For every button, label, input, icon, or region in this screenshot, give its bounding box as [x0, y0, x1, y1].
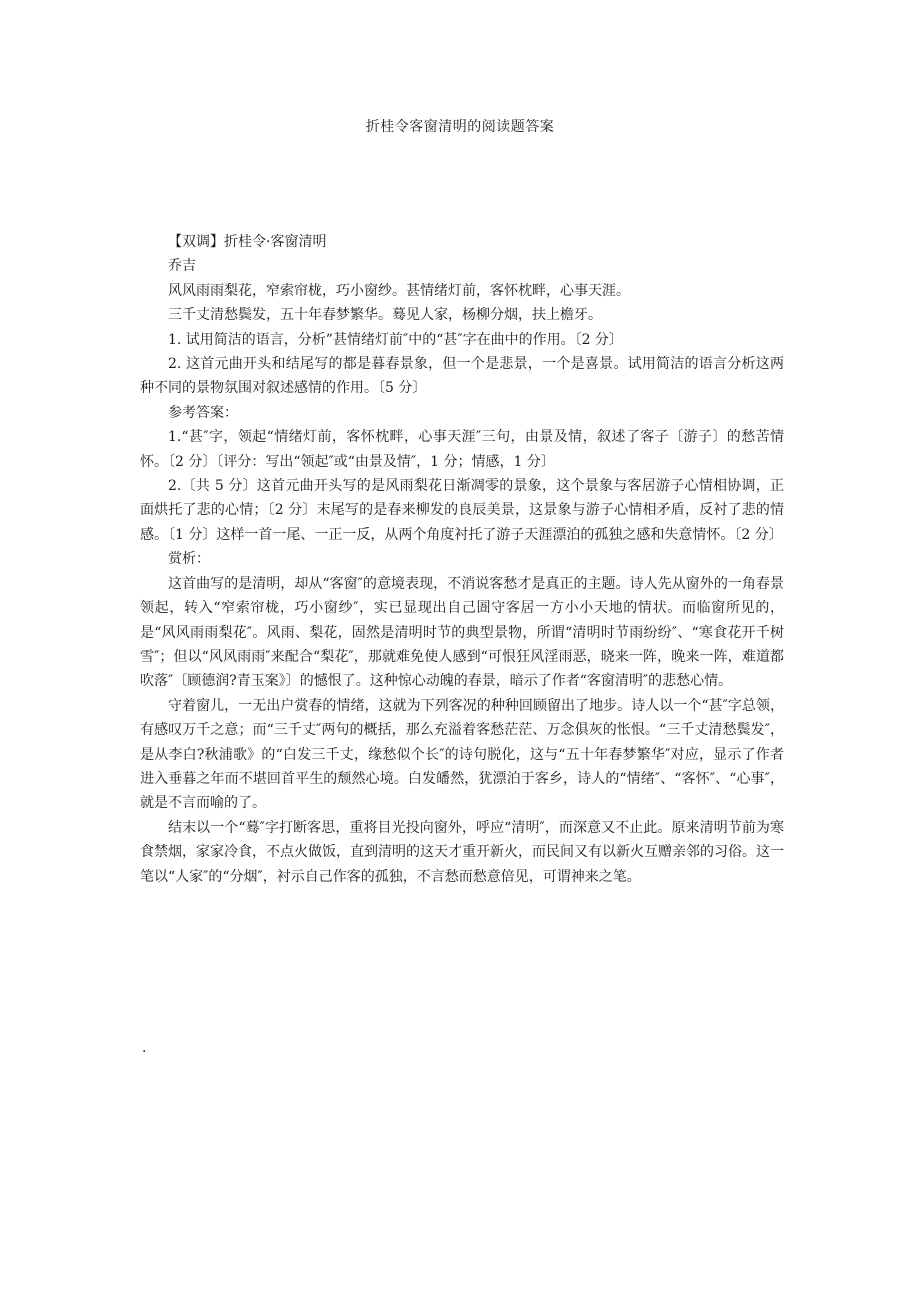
analysis-paragraph-1: 这首曲写的是清明，却从“客窗″的意境表现，不消说客愁才是真正的主题。诗人先从窗外的一角春景领起，转入“窄索帘栊，巧小窗纱″，实已显现出自己圄守客居一方小小天地的情状。而临窗所见的，是“风风雨雨梨花″。风雨、梨花，固然是清明时节的典型景物，所谓“清明时节雨纷纷″、“寒食花开千树雪″；但以“风风雨雨″来配合“梨花″，那就难免使人感到“可恨狂风淫雨恶，晓来一阵，晚来一阵，难道都吹落″〔顾德润?青玉案》〕的憾恨了。这种惊心动魄的春景，暗示了作者“客窗清明″的悲愁心情。	[140, 575, 784, 690]
poem-line-1: 风风雨雨梨花，窄索帘栊，巧小窗纱。甚情绪灯前，客怀枕畔，心事天涯。	[168, 282, 630, 299]
trailing-mark: .	[142, 1040, 147, 1056]
answers-heading: 参考答案：	[168, 404, 238, 421]
poem-line-2: 三千丈清愁鬓发，五十年春梦繁华。蓦见人家，杨柳分烟，扶上檐牙。	[168, 307, 602, 324]
question-2: 2. 这首元曲开头和结尾写的都是暮春景象，但一个是悲景，一个是喜景。试用简洁的语言分析这两种不同的景物氛围对叙述感情的作用。〔5 分〕	[140, 356, 784, 397]
poem-heading: 【双调】折桂令·客窗清明	[168, 234, 327, 250]
analysis-heading: 赏析：	[168, 551, 210, 568]
analysis-paragraph-3: 结末以一个“蓦″字打断客思，重将目光投向窗外，呼应“清明″，而深意又不止此。原来清明节前为寒食禁烟，家家冷食，不点火做饭，直到清明的这天才重开新火，而民间又有以新火互赠亲邻的习俗。这一笔以“人家″的“分烟″，衬示自己作客的孤独，不言愁而愁意倍见，可谓神来之笔。	[140, 819, 784, 885]
question-1: 1. 试用简洁的语言，分析”甚情绪灯前″中的“甚″字在曲中的作用。〔2 分〕	[168, 331, 623, 348]
answer-2: 2.〔共 5 分〕这首元曲开头写的是风雨梨花日渐凋零的景象，这个景象与客居游子心情相协调，正面烘托了悲的心情；〔2 分〕末尾写的是春来柳发的良辰美景，这景象与游子心情相矛盾，反衬了悲的情感。〔1 分〕这样一首一尾、一正一反，从两个角度衬托了游子天涯漂泊的孤独之感和失意情怀。〔2 分〕	[140, 478, 784, 543]
poem-author: 乔吉	[168, 258, 196, 275]
answer-1: 1.“甚″字，领起“情绪灯前，客怀枕畔，心事天涯″三句，由景及情，叙述了客子〔游子〕的愁苦情怀。〔2 分〕〔评分：写出“领起″或“由景及情″，1 分；情感，1 分〕	[140, 429, 784, 470]
page-title: 折桂令客窗清明的阅读题答案	[365, 119, 555, 135]
document-body	[140, 230, 784, 889]
analysis-paragraph-2: 守着窗儿，一无出户赏春的情绪，这就为下列客况的种种回顾留出了地步。诗人以一个“甚″字总领，有感叹万千之意；而“三千丈″两句的概括，那么充溢着客愁茫茫、万念俱灰的怅恨。“三千丈清愁鬓发″，是从李白?秋浦歌》的“白发三千丈，缘愁似个长″的诗句脱化，这与“五十年春梦繁华″对应，显示了作者进入垂暮之年而不堪回首平生的颓然心境。白发皤然，犹漂泊于客乡，诗人的“情绪″、“客怀″、“心事″，就是不言而喻的了。	[140, 697, 784, 812]
